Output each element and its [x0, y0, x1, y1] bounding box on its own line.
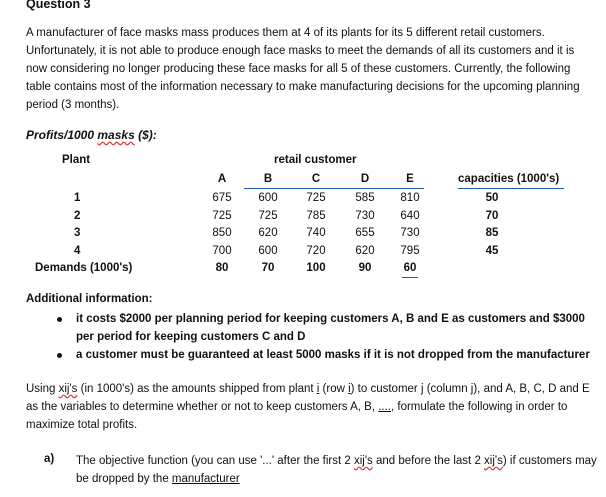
demand-e: 60	[403, 262, 417, 274]
question-title: Question 3	[26, 0, 91, 11]
col-header-a: A	[217, 173, 227, 185]
capacity-2: 70	[485, 210, 499, 222]
cell-1-c: 725	[306, 192, 326, 204]
cell-3-c: 740	[306, 227, 326, 239]
cell-3-e: 730	[400, 227, 420, 239]
retail-customer-header: retail customer	[274, 154, 357, 166]
cell-2-b: 725	[258, 210, 278, 222]
col-header-e: E	[406, 173, 414, 185]
cell-2-a: 725	[212, 210, 232, 222]
using-paragraph: Using xij's (in 1000's) as the amounts shipped from plant i (row i) to customer j (column j), and A, B, C, D and E as the variables to determine whether or not to keep customers A, B, ...., formulate the following in order to maximize total profits.	[26, 383, 590, 431]
part-a-label: a)	[44, 453, 55, 465]
capacities-header: capacities (1000's)	[458, 173, 560, 185]
cell-2-c: 785	[306, 210, 326, 222]
demand-d: 90	[358, 262, 372, 274]
plant-header: Plant	[62, 154, 91, 166]
bullet-item-2: a customer must be guaranteed at least 5000 masks if it is not dropped from the manufacturer	[76, 349, 590, 361]
cell-4-e: 795	[400, 245, 420, 257]
col-header-c: C	[311, 173, 321, 185]
col-header-b: B	[263, 173, 273, 185]
cell-1-d: 585	[355, 192, 375, 204]
demands-label: Demands (1000's)	[35, 262, 133, 274]
capacity-3: 85	[485, 227, 499, 239]
cell-4-c: 720	[306, 245, 326, 257]
header-underline	[244, 188, 424, 189]
demand-a: 80	[215, 262, 229, 274]
cell-2-d: 730	[355, 210, 375, 222]
capacity-1: 50	[485, 192, 499, 204]
cell-1-b: 600	[258, 192, 278, 204]
capacities-underline	[458, 188, 564, 189]
cell-1-e: 810	[400, 192, 420, 204]
plant-label-3: 3	[74, 227, 81, 239]
bullet-item-1: it costs $2000 per planning period for keeping customers A, B and E as customers and $3000 per period for keeping customers C and D	[76, 313, 585, 343]
col-header-d: D	[360, 173, 370, 185]
capacity-4: 45	[485, 245, 499, 257]
cell-3-b: 620	[258, 227, 278, 239]
plant-label-4: 4	[74, 245, 81, 257]
bullet-icon	[57, 317, 62, 322]
demand-c: 100	[306, 262, 326, 274]
cell-3-a: 850	[212, 227, 232, 239]
part-a-text: The objective function (you can use '...' after the first 2 xij's and before the last 2 xij's) if customers may be dropped by the manufacturer	[76, 455, 597, 485]
intro-paragraph: A manufacturer of face masks mass produces them at 4 of its plants for its 5 different retail customers. Unfortunately, it is not able to produce enough face masks to meet the demands of all its customers and it is now considering no longer producing these face masks for all 5 of these customers. Currently, the following table contains most of the information necessary to make manufacturing decisions for the upcoming planning period (3 months).	[26, 27, 580, 111]
cell-3-d: 655	[355, 227, 375, 239]
cell-4-d: 620	[355, 245, 375, 257]
profits-heading: Profits/1000 masks ($):	[26, 128, 157, 142]
cell-2-e: 640	[400, 210, 420, 222]
bullet-icon	[57, 353, 62, 358]
plant-label-1: 1	[74, 192, 81, 204]
additional-info-heading: Additional information:	[26, 293, 153, 305]
demand-b: 70	[261, 262, 275, 274]
plant-label-2: 2	[74, 210, 81, 222]
cell-1-a: 675	[212, 192, 232, 204]
demand-e-underline	[402, 277, 418, 278]
cell-4-b: 600	[258, 245, 278, 257]
cell-4-a: 700	[212, 245, 232, 257]
